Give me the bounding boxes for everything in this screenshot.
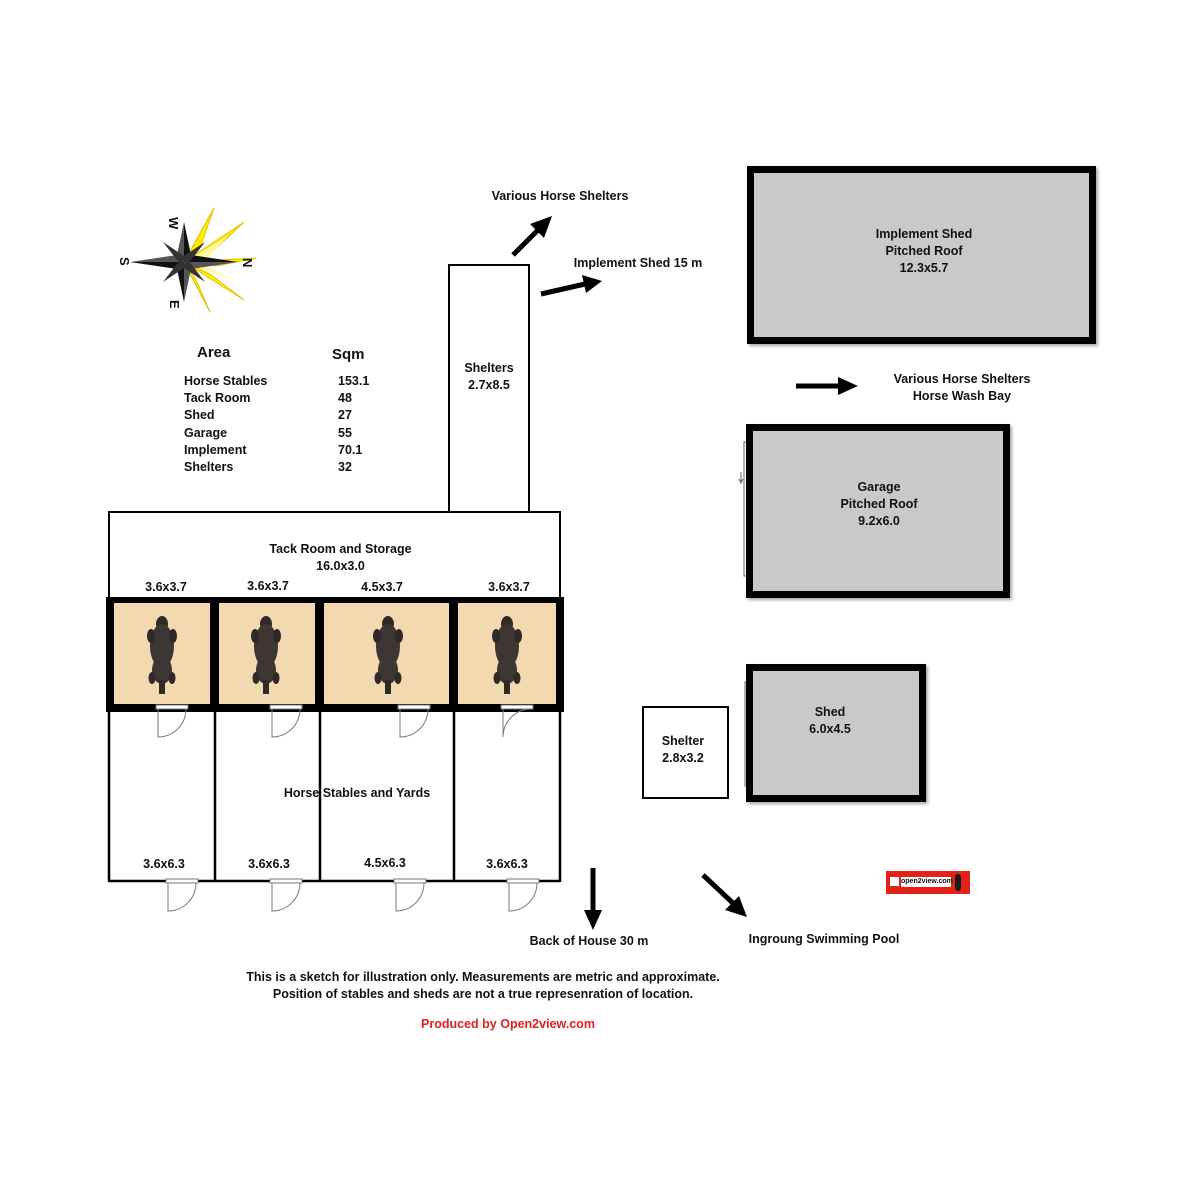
yard-size-label: 3.6x6.3 (486, 857, 528, 871)
stable-size-label: 4.5x3.7 (361, 580, 403, 594)
arrow-icon (584, 868, 602, 930)
shed-label: Shed 6.0x4.5 (809, 705, 851, 736)
stable-size-label: 3.6x3.7 (488, 580, 530, 594)
horse-icon (147, 616, 177, 694)
compass-w: W (166, 217, 181, 230)
yard-size-label: 3.6x6.3 (143, 857, 185, 871)
arrow-icon (513, 216, 552, 255)
arrow-icon (796, 377, 858, 395)
horse-icon (251, 616, 281, 694)
implement-shed-15-label: Implement Shed 15 m (573, 256, 703, 270)
tack-room-label: Tack Room and Storage 16.0x3.0 (269, 542, 412, 573)
shelters-label: Shelters 2.7x8.5 (464, 361, 514, 392)
arrow-icon (541, 275, 602, 294)
open2view-logo (886, 871, 970, 894)
stable-size-label: 3.6x3.7 (247, 579, 289, 593)
yard-size-label: 4.5x6.3 (364, 856, 406, 870)
disclaimer: This is a sketch for illustration only. Measurements are metric and approximate. Position of stables and sheds are not a true represenration of location. (246, 970, 720, 1001)
logo-text: open2view.com (901, 878, 953, 885)
logo-figure-icon (955, 874, 961, 891)
stable-size-label: 3.6x3.7 (145, 580, 187, 594)
back-of-house-label: Back of House 30 m (529, 934, 649, 948)
horse-icon (492, 616, 522, 694)
stables-yards-label: Horse Stables and Yards (283, 786, 431, 800)
various-shelters-right-label: Various Horse Shelters Horse Wash Bay (893, 372, 1031, 403)
door-icon (156, 705, 533, 737)
shelter-label: Shelter 2.8x3.2 (661, 734, 705, 765)
horse-icon (373, 616, 403, 694)
compass-n: N (240, 258, 255, 268)
yard-size-label: 3.6x6.3 (248, 857, 290, 871)
credit: Produced by Open2view.com (421, 1017, 595, 1031)
logo-icon (890, 877, 899, 886)
implement-shed-label: Implement Shed Pitched Roof 12.3x5.7 (875, 227, 973, 275)
compass-e: E (167, 300, 182, 309)
sqm-header: Sqm (332, 346, 365, 363)
various-shelters-top-label: Various Horse Shelters (491, 189, 629, 203)
door-icon (166, 879, 539, 911)
garage-label: Garage Pitched Roof 9.2x6.0 (840, 480, 918, 528)
pool-label: Ingroung Swimming Pool (748, 932, 900, 946)
area-header: Area (197, 344, 231, 361)
arrow-icon (703, 875, 747, 917)
compass-s: S (117, 257, 132, 266)
